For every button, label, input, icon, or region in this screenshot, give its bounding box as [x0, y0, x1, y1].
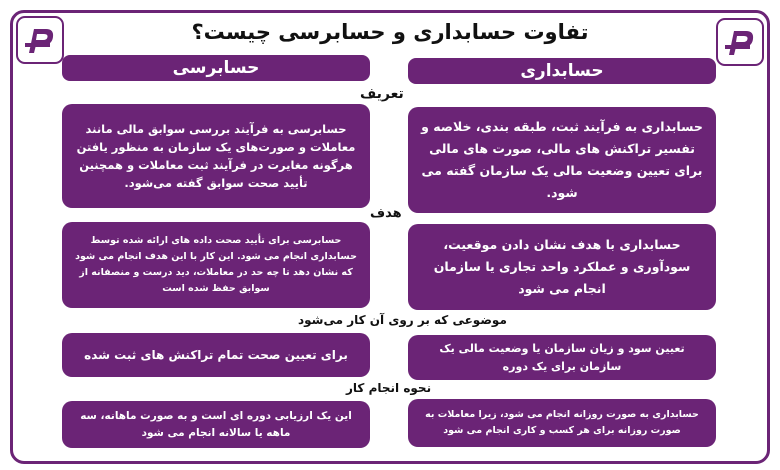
section-goal-label: هدف: [370, 206, 402, 221]
auditing-definition-text: حسابرسی به فرآیند بررسی سوابق مالی مانند معاملات و صورت‌های یک سازمان به منظور یافتن هرگونه مغایرت در فرآیند ثبت معاملات و همچنین تأیید صحت سوابق گفته می‌شود.: [76, 122, 356, 190]
section-method-label: نحوه انجام کار: [346, 381, 432, 395]
accounting-goal-text: حسابداری با هدف نشان دادن موقعیت، سودآوری و عملکرد واحد تجاری یا سازمان انجام می شود: [433, 237, 691, 296]
accounting-subject-box: [408, 335, 716, 380]
auditing-header: حسابرسی: [62, 55, 370, 81]
auditing-method-box: [62, 401, 370, 448]
logo-icon: [16, 16, 64, 64]
logo-icon: [716, 18, 764, 66]
section-definition-label: تعریف: [360, 86, 404, 102]
accounting-subject-text: تعیین سود و زیان سازمان یا وضعیت مالی یک سازمان برای یک دوره: [439, 341, 685, 373]
accounting-goal-box: [408, 224, 716, 310]
auditing-method-text: این یک ارزیابی دوره ای است و به صورت ماهانه، سه ماهه یا سالانه انجام می شود: [80, 409, 352, 439]
page-title: تفاوت حسابداری و حسابرسی چیست؟: [191, 20, 589, 44]
accounting-definition-text: حسابداری به فرآیند ثبت، طبقه بندی، خلاصه و تفسیر تراکنش های مالی، صورت های مالی برای تعیین وضعیت مالی یک سازمان گفته می شود.: [421, 119, 703, 200]
auditing-subject-text: برای تعیین صحت تمام تراکنش های ثبت شده: [84, 348, 348, 362]
accounting-header: حسابداری: [408, 58, 716, 84]
accounting-definition-box: [408, 107, 716, 213]
auditing-subject-box: [62, 333, 370, 377]
accounting-method-box: [408, 399, 716, 447]
accounting-method-text: حسابداری به صورت روزانه انجام می شود، زیرا معاملات به صورت روزانه برای هر کسب و کاری انجام می شود: [425, 409, 699, 436]
section-subject-label: موضوعی که بر روی آن کار می‌شود: [298, 313, 507, 327]
auditing-goal-box: [62, 222, 370, 308]
auditing-goal-text: حسابرسی برای تأیید صحت داده های ارائه شده توسط حسابداری انجام می شود. این کار با این هدف انجام می شود که نشان دهد تا چه حد در معاملات، دید درست و منصفانه از سوابق حفظ شده است: [75, 235, 357, 294]
auditing-definition-box: [62, 104, 370, 208]
